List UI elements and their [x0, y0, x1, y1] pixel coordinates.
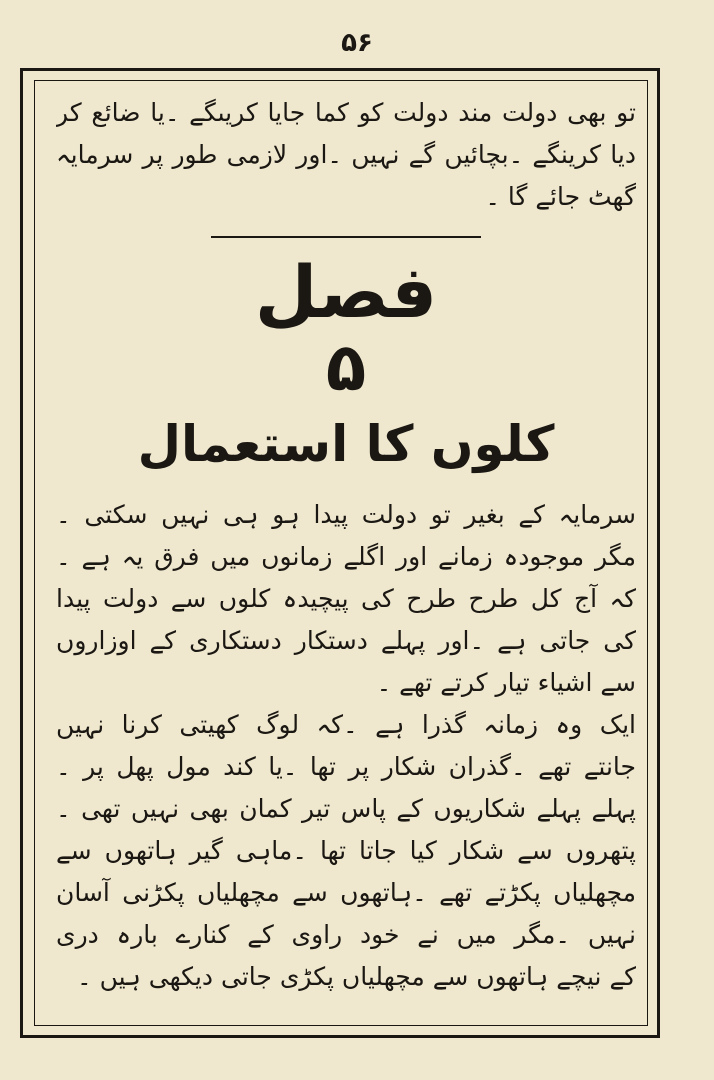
- chapter-heading: فصل: [254, 250, 438, 334]
- text-line: جانتے تھے ۔گذران شکار پر تھا ۔یا کند مول پھل پر ۔: [56, 752, 636, 781]
- text-line: کی جاتی ہے ۔اور پہلے دستکار دستکاری کے اوزاروں: [56, 626, 636, 655]
- text-line: نہیں ۔مگر میں نے خود راوی کے کنارے بارہ دری: [56, 920, 636, 949]
- text-line: کے نیچے ہاتھوں سے مچھلیاں پکڑی جاتی دیکھی ہیں ۔: [77, 962, 636, 991]
- text-line: کہ آج کل طرح طرح کی پیچیدہ کلوں سے دولت پیدا: [56, 584, 636, 613]
- text-line: دیا کرینگے ۔بچائیں گے نہیں ۔اور لازمی طور پر سرمایہ: [56, 140, 636, 169]
- paragraph-2: [56, 704, 636, 998]
- chapter-number: ۵: [325, 329, 367, 406]
- page-number: ۵۶: [341, 28, 373, 58]
- text-line: سے اشیاء تیار کرتے تھے ۔: [376, 668, 636, 697]
- paragraph-1: [56, 494, 636, 704]
- text-line: مچھلیاں پکڑتے تھے ۔ہاتھوں سے مچھلیاں پکڑنی آسان: [56, 878, 636, 907]
- chapter-title: کلوں کا استعمال: [137, 415, 555, 473]
- intro-text: [56, 92, 636, 218]
- section-divider: [211, 236, 481, 238]
- text-line: تو بھی دولت مند دولت کو کما جایا کریںگے ۔یا ضائع کر: [56, 98, 636, 127]
- text-line: ایک وہ زمانہ گذرا ہے ۔کہ لوگ کھیتی کرنا نہیں: [56, 710, 636, 739]
- text-line: پتھروں سے شکار کیا جاتا تھا ۔ماہی گیر ہاتھوں سے: [56, 836, 636, 865]
- text-line: سرمایہ کے بغیر تو دولت پیدا ہو ہی نہیں سکتی ۔: [56, 500, 636, 529]
- text-line: پہلے پہلے شکاریوں کے پاس تیر کمان بھی نہیں تھی ۔: [56, 794, 636, 823]
- text-line: مگر موجودہ زمانے اور اگلے زمانوں میں فرق یہ ہے ۔: [56, 542, 636, 571]
- page-content: [56, 92, 636, 1022]
- text-line: گھٹ جائے گا ۔: [485, 182, 636, 211]
